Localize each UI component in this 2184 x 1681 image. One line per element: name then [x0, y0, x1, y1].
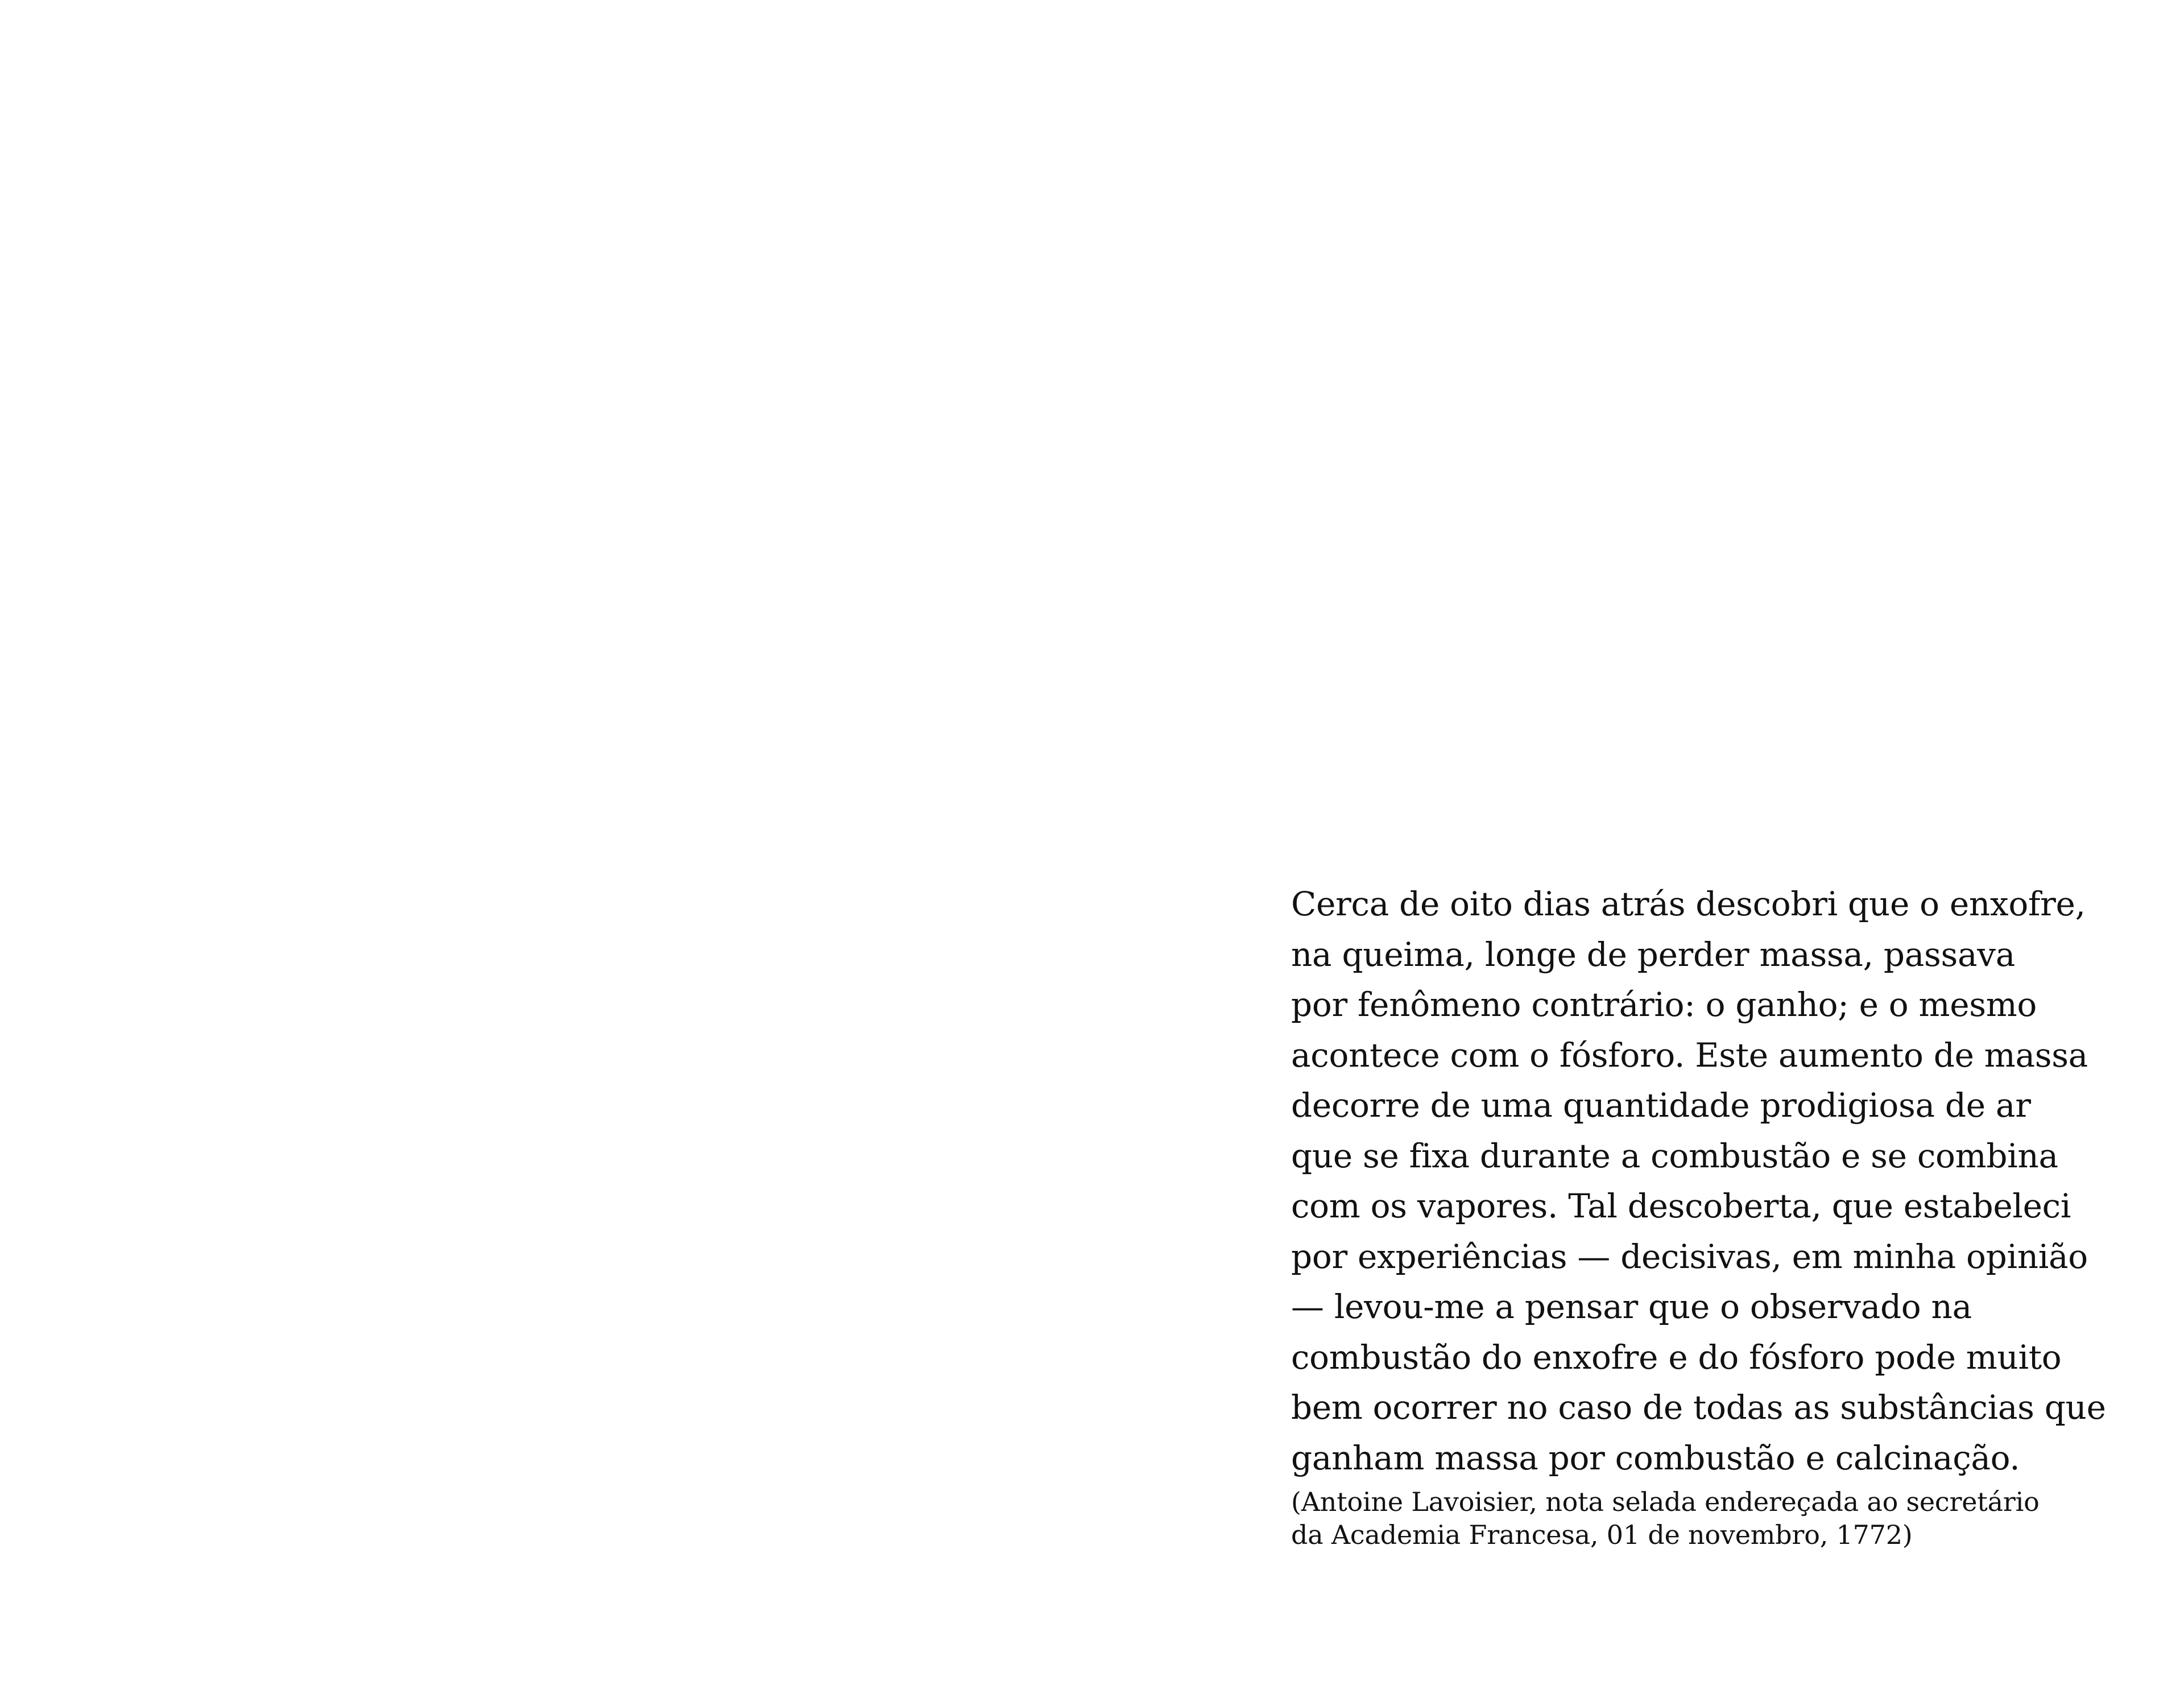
quote-line: combustão do enxofre e do fósforo pode muito: [1291, 1337, 2062, 1377]
citation-line: (Antoine Lavoisier, nota selada endereçada ao secretário: [1291, 1486, 2040, 1517]
citation: [1291, 1485, 2042, 1551]
quote-line: na queima, longe de perder massa, passava: [1291, 935, 2015, 974]
quote-line: com os vapores. Tal descoberta, que estabeleci: [1291, 1187, 2071, 1225]
quote-line: por fenômeno contrário: o ganho; e o mesmo: [1291, 985, 2037, 1024]
quote-line: que se fixa durante a combustão e se combina: [1291, 1136, 2058, 1175]
quote-block: [1291, 879, 2106, 1551]
quote-line: decorre de uma quantidade prodigiosa de ar: [1291, 1086, 2031, 1125]
quote-line: — levou-me a pensar que o observado na: [1291, 1287, 1972, 1326]
quote-line: por experiências — decisivas, em minha opinião: [1291, 1237, 2088, 1276]
quote-line: ganham massa por combustão e calcinação.: [1291, 1438, 2020, 1477]
quote-line: Cerca de oito dias atrás descobri que o enxofre,: [1291, 885, 2086, 923]
quote-line: acontece com o fósforo. Este aumento de massa: [1291, 1035, 2088, 1075]
quote-line: bem ocorrer no caso de todas as substâncias que: [1291, 1388, 2106, 1427]
citation-line: da Academia Francesa, 01 de novembro, 1772): [1291, 1519, 1913, 1550]
